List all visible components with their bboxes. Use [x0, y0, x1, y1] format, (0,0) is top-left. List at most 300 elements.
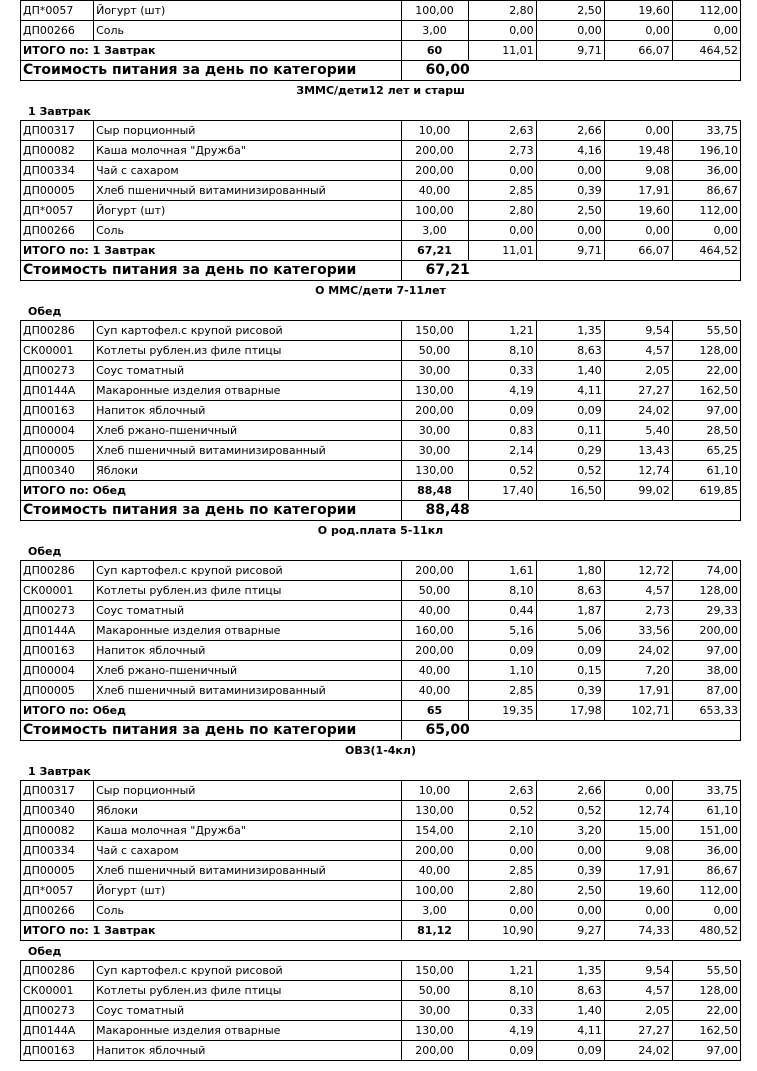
carbs-value: 24,02	[604, 401, 672, 421]
carbs-value: 0,00	[604, 121, 672, 141]
energy-value: 0,00	[672, 21, 740, 41]
fat-value: 0,00	[536, 221, 604, 241]
dish-code: СК00001	[21, 341, 94, 361]
dish-name: Каша молочная "Дружба"	[94, 141, 401, 161]
protein-value: 0,09	[468, 401, 536, 421]
fat-value: 0,09	[536, 641, 604, 661]
energy-value: 0,00	[672, 901, 740, 921]
energy-value: 128,00	[672, 981, 740, 1001]
protein-value: 0,52	[468, 801, 536, 821]
table-row	[21, 141, 741, 161]
protein-value: 0,52	[468, 461, 536, 481]
table-row	[21, 801, 741, 821]
table-row	[21, 421, 741, 441]
dish-code: ДП00273	[21, 1001, 94, 1021]
carbs-value: 24,02	[604, 641, 672, 661]
daily-cost-value: 88,48	[401, 501, 740, 521]
dish-name: Сыр порционный	[94, 121, 401, 141]
total-fat: 9,71	[536, 41, 604, 61]
dish-name: Макаронные изделия отварные	[94, 621, 401, 641]
total-label: ИТОГО по: 1 Завтрак	[21, 41, 402, 61]
total-label: ИТОГО по: Обед	[21, 481, 402, 501]
energy-value: 200,00	[672, 621, 740, 641]
table-row	[21, 601, 741, 621]
daily-cost-row	[21, 61, 741, 81]
protein-value: 0,00	[468, 221, 536, 241]
energy-value: 61,10	[672, 461, 740, 481]
carbs-value: 12,74	[604, 801, 672, 821]
fat-value: 4,11	[536, 381, 604, 401]
carbs-value: 9,08	[604, 161, 672, 181]
fat-value: 2,50	[536, 881, 604, 901]
table-row	[21, 161, 741, 181]
protein-value: 0,83	[468, 421, 536, 441]
daily-cost-value: 60,00	[401, 61, 740, 81]
fat-value: 0,39	[536, 681, 604, 701]
dish-name: Соль	[94, 901, 401, 921]
dish-yield: 30,00	[401, 1001, 468, 1021]
dish-yield: 154,00	[401, 821, 468, 841]
fat-value: 0,15	[536, 661, 604, 681]
table-row	[21, 361, 741, 381]
carbs-value: 19,60	[604, 201, 672, 221]
menu-table	[20, 960, 741, 1061]
dish-name: Чай с сахаром	[94, 161, 401, 181]
dish-name: Каша молочная "Дружба"	[94, 821, 401, 841]
carbs-value: 7,20	[604, 661, 672, 681]
fat-value: 2,50	[536, 201, 604, 221]
fat-value: 3,20	[536, 821, 604, 841]
dish-name: Хлеб пшеничный витаминизированный	[94, 181, 401, 201]
meal-title: Обед	[28, 545, 62, 558]
meal-title: 1 Завтрак	[28, 105, 91, 118]
dish-code: ДП00334	[21, 841, 94, 861]
carbs-value: 27,27	[604, 381, 672, 401]
fat-value: 1,35	[536, 321, 604, 341]
fat-value: 8,63	[536, 581, 604, 601]
daily-cost-row	[21, 721, 741, 741]
total-fat: 17,98	[536, 701, 604, 721]
dish-yield: 10,00	[401, 781, 468, 801]
dish-name: Хлеб пшеничный витаминизированный	[94, 861, 401, 881]
table-row	[21, 201, 741, 221]
dish-name: Йогурт (шт)	[94, 201, 401, 221]
energy-value: 86,67	[672, 861, 740, 881]
carbs-value: 2,05	[604, 1001, 672, 1021]
dish-yield: 30,00	[401, 361, 468, 381]
carbs-value: 9,54	[604, 321, 672, 341]
dish-name: Хлеб пшеничный витаминизированный	[94, 441, 401, 461]
total-protein: 11,01	[468, 41, 536, 61]
protein-value: 0,44	[468, 601, 536, 621]
dish-yield: 50,00	[401, 981, 468, 1001]
fat-value: 4,11	[536, 1021, 604, 1041]
energy-value: 33,75	[672, 121, 740, 141]
dish-code: ДП00273	[21, 601, 94, 621]
energy-value: 151,00	[672, 821, 740, 841]
carbs-value: 0,00	[604, 21, 672, 41]
energy-value: 55,50	[672, 961, 740, 981]
dish-yield: 3,00	[401, 901, 468, 921]
table-row	[21, 441, 741, 461]
table-row	[21, 661, 741, 681]
menu-report	[20, 0, 741, 1061]
fat-value: 0,00	[536, 161, 604, 181]
dish-code: ДП00340	[21, 461, 94, 481]
menu-table	[20, 0, 741, 81]
protein-value: 1,21	[468, 321, 536, 341]
table-row	[21, 181, 741, 201]
dish-code: ДП00163	[21, 1041, 94, 1061]
carbs-value: 4,57	[604, 981, 672, 1001]
protein-value: 5,16	[468, 621, 536, 641]
total-carbs: 102,71	[604, 701, 672, 721]
protein-value: 2,10	[468, 821, 536, 841]
dish-yield: 40,00	[401, 661, 468, 681]
dish-code: ДП00163	[21, 641, 94, 661]
energy-value: 28,50	[672, 421, 740, 441]
dish-code: ДП00286	[21, 561, 94, 581]
table-row	[21, 561, 741, 581]
fat-value: 0,52	[536, 461, 604, 481]
dish-yield: 200,00	[401, 561, 468, 581]
protein-value: 0,09	[468, 1041, 536, 1061]
dish-name: Котлеты рублен.из филе птицы	[94, 341, 401, 361]
dish-name: Йогурт (шт)	[94, 881, 401, 901]
dish-code: ДП00004	[21, 421, 94, 441]
dish-name: Яблоки	[94, 801, 401, 821]
fat-value: 0,52	[536, 801, 604, 821]
total-row	[21, 241, 741, 261]
dish-yield: 30,00	[401, 421, 468, 441]
total-carbs: 74,33	[604, 921, 672, 941]
carbs-value: 17,91	[604, 181, 672, 201]
protein-value: 1,10	[468, 661, 536, 681]
total-row	[21, 701, 741, 721]
carbs-value: 17,91	[604, 681, 672, 701]
total-fat: 9,27	[536, 921, 604, 941]
carbs-value: 4,57	[604, 581, 672, 601]
protein-value: 2,85	[468, 681, 536, 701]
dish-name: Суп картофел.с крупой рисовой	[94, 321, 401, 341]
carbs-value: 19,60	[604, 1, 672, 21]
dish-yield: 40,00	[401, 181, 468, 201]
table-row	[21, 881, 741, 901]
dish-code: СК00001	[21, 981, 94, 1001]
protein-value: 1,61	[468, 561, 536, 581]
dish-yield: 40,00	[401, 601, 468, 621]
energy-value: 86,67	[672, 181, 740, 201]
dish-name: Сыр порционный	[94, 781, 401, 801]
dish-yield: 50,00	[401, 581, 468, 601]
dish-name: Макаронные изделия отварные	[94, 1021, 401, 1041]
total-amount: 67,21	[401, 241, 468, 261]
protein-value: 0,33	[468, 361, 536, 381]
table-row	[21, 861, 741, 881]
dish-name: Чай с сахаром	[94, 841, 401, 861]
dish-yield: 100,00	[401, 1, 468, 21]
energy-value: 97,00	[672, 401, 740, 421]
fat-value: 0,00	[536, 901, 604, 921]
dish-code: ДП00266	[21, 221, 94, 241]
dish-yield: 100,00	[401, 201, 468, 221]
energy-value: 0,00	[672, 221, 740, 241]
carbs-value: 13,43	[604, 441, 672, 461]
menu-table	[20, 560, 741, 741]
protein-value: 2,63	[468, 781, 536, 801]
daily-cost-label: Стоимость питания за день по категории	[21, 61, 402, 81]
dish-name: Хлеб ржано-пшеничный	[94, 421, 401, 441]
dish-code: ДП00286	[21, 961, 94, 981]
total-carbs: 66,07	[604, 41, 672, 61]
protein-value: 4,19	[468, 381, 536, 401]
category-title: ЗММС/дети12 лет и старш	[296, 84, 465, 97]
carbs-value: 9,54	[604, 961, 672, 981]
dish-yield: 130,00	[401, 801, 468, 821]
energy-value: 36,00	[672, 161, 740, 181]
total-energy: 653,33	[672, 701, 740, 721]
protein-value: 2,85	[468, 861, 536, 881]
carbs-value: 17,91	[604, 861, 672, 881]
protein-value: 8,10	[468, 981, 536, 1001]
energy-value: 97,00	[672, 1041, 740, 1061]
daily-cost-value: 67,21	[401, 261, 740, 281]
dish-name: Суп картофел.с крупой рисовой	[94, 561, 401, 581]
carbs-value: 12,72	[604, 561, 672, 581]
energy-value: 162,50	[672, 1021, 740, 1041]
protein-value: 0,00	[468, 21, 536, 41]
total-protein: 10,90	[468, 921, 536, 941]
total-energy: 464,52	[672, 41, 740, 61]
dish-code: ДП00005	[21, 441, 94, 461]
menu-table	[20, 320, 741, 521]
energy-value: 38,00	[672, 661, 740, 681]
fat-value: 1,87	[536, 601, 604, 621]
total-protein: 19,35	[468, 701, 536, 721]
dish-code: ДП00340	[21, 801, 94, 821]
dish-name: Соль	[94, 21, 401, 41]
energy-value: 61,10	[672, 801, 740, 821]
fat-value: 0,39	[536, 181, 604, 201]
daily-cost-label: Стоимость питания за день по категории	[21, 721, 402, 741]
dish-code: ДП00082	[21, 821, 94, 841]
dish-name: Соус томатный	[94, 1001, 401, 1021]
dish-name: Котлеты рублен.из филе птицы	[94, 581, 401, 601]
carbs-value: 19,48	[604, 141, 672, 161]
dish-yield: 200,00	[401, 161, 468, 181]
dish-code: ДП00082	[21, 141, 94, 161]
daily-cost-row	[21, 261, 741, 281]
dish-name: Хлеб ржано-пшеничный	[94, 661, 401, 681]
dish-name: Соль	[94, 221, 401, 241]
protein-value: 0,00	[468, 161, 536, 181]
energy-value: 162,50	[672, 381, 740, 401]
total-amount: 65	[401, 701, 468, 721]
dish-yield: 130,00	[401, 461, 468, 481]
dish-code: ДП00317	[21, 121, 94, 141]
dish-yield: 200,00	[401, 641, 468, 661]
fat-value: 2,50	[536, 1, 604, 21]
dish-name: Йогурт (шт)	[94, 1, 401, 21]
dish-name: Макаронные изделия отварные	[94, 381, 401, 401]
dish-yield: 3,00	[401, 21, 468, 41]
protein-value: 2,85	[468, 181, 536, 201]
dish-code: СК00001	[21, 581, 94, 601]
carbs-value: 0,00	[604, 781, 672, 801]
protein-value: 2,80	[468, 201, 536, 221]
total-carbs: 66,07	[604, 241, 672, 261]
carbs-value: 19,60	[604, 881, 672, 901]
dish-code: ДП00286	[21, 321, 94, 341]
total-label: ИТОГО по: 1 Завтрак	[21, 921, 402, 941]
table-row	[21, 781, 741, 801]
dish-yield: 200,00	[401, 841, 468, 861]
total-fat: 16,50	[536, 481, 604, 501]
dish-yield: 100,00	[401, 881, 468, 901]
fat-value: 1,40	[536, 1001, 604, 1021]
energy-value: 29,33	[672, 601, 740, 621]
total-label: ИТОГО по: Обед	[21, 701, 402, 721]
energy-value: 128,00	[672, 581, 740, 601]
fat-value: 4,16	[536, 141, 604, 161]
table-row	[21, 461, 741, 481]
daily-cost-label: Стоимость питания за день по категории	[21, 261, 402, 281]
dish-code: ДП00317	[21, 781, 94, 801]
meal-title: 1 Завтрак	[28, 765, 91, 778]
fat-value: 0,11	[536, 421, 604, 441]
dish-yield: 130,00	[401, 1021, 468, 1041]
fat-value: 2,66	[536, 121, 604, 141]
dish-yield: 200,00	[401, 401, 468, 421]
dish-yield: 40,00	[401, 681, 468, 701]
carbs-value: 4,57	[604, 341, 672, 361]
energy-value: 196,10	[672, 141, 740, 161]
table-row	[21, 401, 741, 421]
dish-yield: 3,00	[401, 221, 468, 241]
table-row	[21, 221, 741, 241]
dish-code: ДП00005	[21, 681, 94, 701]
dish-code: ДП*0057	[21, 1, 94, 21]
protein-value: 4,19	[468, 1021, 536, 1041]
dish-name: Напиток яблочный	[94, 641, 401, 661]
daily-cost-value: 65,00	[401, 721, 740, 741]
fat-value: 5,06	[536, 621, 604, 641]
carbs-value: 9,08	[604, 841, 672, 861]
dish-yield: 150,00	[401, 321, 468, 341]
dish-yield: 30,00	[401, 441, 468, 461]
energy-value: 128,00	[672, 341, 740, 361]
fat-value: 0,09	[536, 1041, 604, 1061]
dish-code: ДП00163	[21, 401, 94, 421]
dish-code: ДП0144А	[21, 1021, 94, 1041]
carbs-value: 2,05	[604, 361, 672, 381]
meal-title: Обед	[28, 945, 62, 958]
table-row	[21, 1021, 741, 1041]
protein-value: 1,21	[468, 961, 536, 981]
energy-value: 22,00	[672, 361, 740, 381]
dish-name: Напиток яблочный	[94, 401, 401, 421]
dish-yield: 160,00	[401, 621, 468, 641]
total-amount: 60	[401, 41, 468, 61]
protein-value: 2,80	[468, 1, 536, 21]
table-row	[21, 641, 741, 661]
table-row	[21, 901, 741, 921]
dish-code: ДП0144А	[21, 621, 94, 641]
dish-code: ДП00266	[21, 901, 94, 921]
total-amount: 81,12	[401, 921, 468, 941]
dish-code: ДП00004	[21, 661, 94, 681]
dish-name: Соус томатный	[94, 601, 401, 621]
protein-value: 8,10	[468, 581, 536, 601]
table-row	[21, 341, 741, 361]
total-energy: 619,85	[672, 481, 740, 501]
dish-code: ДП00273	[21, 361, 94, 381]
dish-name: Яблоки	[94, 461, 401, 481]
total-energy: 480,52	[672, 921, 740, 941]
energy-value: 33,75	[672, 781, 740, 801]
table-row	[21, 121, 741, 141]
dish-code: ДП*0057	[21, 881, 94, 901]
daily-cost-row	[21, 501, 741, 521]
table-row	[21, 1, 741, 21]
carbs-value: 12,74	[604, 461, 672, 481]
protein-value: 0,00	[468, 841, 536, 861]
menu-table	[20, 120, 741, 281]
table-row	[21, 1001, 741, 1021]
dish-yield: 200,00	[401, 141, 468, 161]
dish-yield: 150,00	[401, 961, 468, 981]
fat-value: 1,40	[536, 361, 604, 381]
dish-code: ДП00334	[21, 161, 94, 181]
table-row	[21, 581, 741, 601]
fat-value: 8,63	[536, 981, 604, 1001]
energy-value: 65,25	[672, 441, 740, 461]
fat-value: 0,00	[536, 21, 604, 41]
energy-value: 112,00	[672, 881, 740, 901]
carbs-value: 0,00	[604, 221, 672, 241]
dish-code: ДП0144А	[21, 381, 94, 401]
carbs-value: 33,56	[604, 621, 672, 641]
total-fat: 9,71	[536, 241, 604, 261]
dish-code: ДП00266	[21, 21, 94, 41]
protein-value: 0,09	[468, 641, 536, 661]
carbs-value: 15,00	[604, 821, 672, 841]
energy-value: 87,00	[672, 681, 740, 701]
dish-name: Котлеты рублен.из филе птицы	[94, 981, 401, 1001]
fat-value: 1,80	[536, 561, 604, 581]
dish-yield: 50,00	[401, 341, 468, 361]
total-row	[21, 41, 741, 61]
total-label: ИТОГО по: 1 Завтрак	[21, 241, 402, 261]
table-row	[21, 1041, 741, 1061]
energy-value: 74,00	[672, 561, 740, 581]
carbs-value: 2,73	[604, 601, 672, 621]
table-row	[21, 321, 741, 341]
total-amount: 88,48	[401, 481, 468, 501]
protein-value: 2,63	[468, 121, 536, 141]
dish-code: ДП00005	[21, 861, 94, 881]
table-row	[21, 621, 741, 641]
carbs-value: 24,02	[604, 1041, 672, 1061]
dish-name: Хлеб пшеничный витаминизированный	[94, 681, 401, 701]
dish-name: Напиток яблочный	[94, 1041, 401, 1061]
fat-value: 2,66	[536, 781, 604, 801]
dish-name: Суп картофел.с крупой рисовой	[94, 961, 401, 981]
energy-value: 112,00	[672, 201, 740, 221]
table-row	[21, 961, 741, 981]
category-title: ОВЗ(1-4кл)	[344, 744, 416, 757]
table-row	[21, 841, 741, 861]
